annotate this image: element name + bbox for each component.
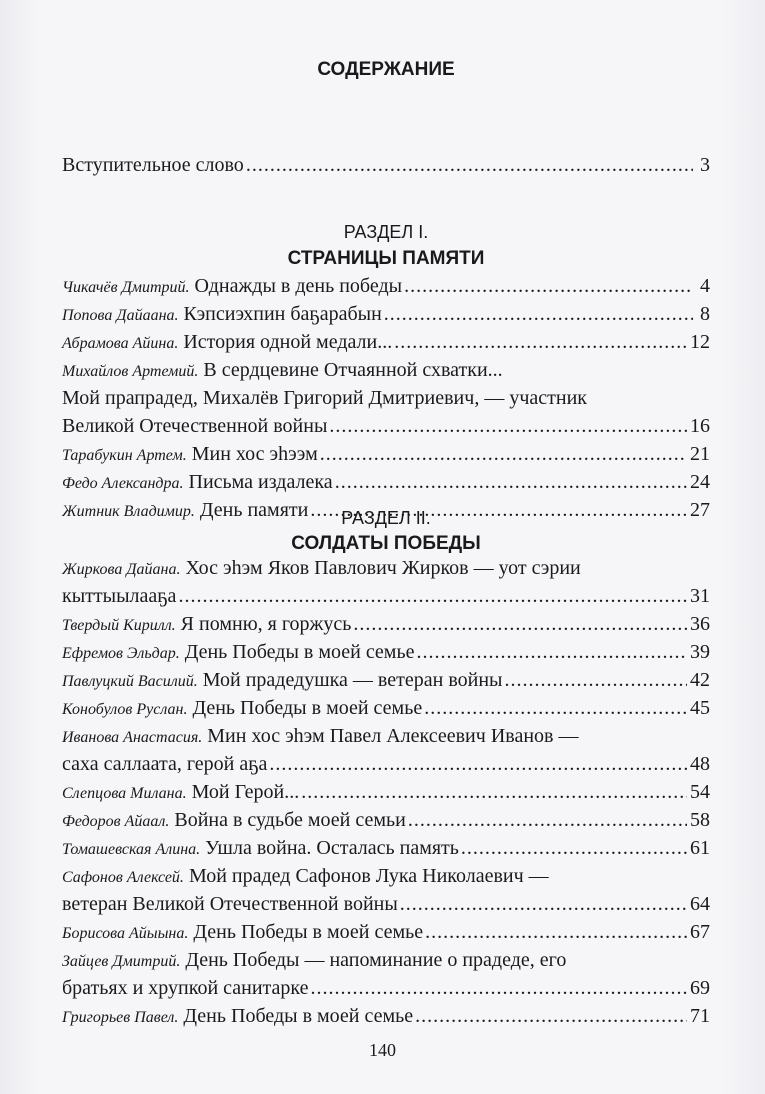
toc-entry (62, 610, 710, 638)
entry-title: День Победы в моей семье (183, 1005, 414, 1027)
toc-line (62, 151, 710, 179)
dot-leader (269, 750, 687, 778)
toc-line (62, 722, 710, 750)
toc-line (62, 300, 710, 328)
entry-title: Мой прадед Сафонов Лука Николаевич — (188, 865, 549, 887)
entry-author: Слепцова Милана. (62, 785, 187, 802)
dot-leader (335, 468, 687, 496)
dot-leader (415, 1002, 687, 1030)
entry-author: Михайлов Артемий. (62, 363, 199, 380)
toc-line (62, 384, 710, 412)
toc-line (62, 946, 710, 974)
toc-entry (62, 694, 710, 722)
entry-page: 67 (690, 921, 710, 943)
entry-title: Ушла война. Осталась память (205, 837, 459, 859)
dot-leader (246, 151, 693, 179)
toc-line (62, 412, 710, 440)
entry-page: 42 (690, 669, 710, 691)
dot-leader (424, 694, 687, 722)
entry-page: 71 (690, 1005, 710, 1027)
entry-title: Письма издалека (188, 471, 333, 493)
entry-title: В сердцевине Отчаянной схватки... (203, 359, 503, 381)
toc-line (62, 1002, 710, 1030)
toc-entry (62, 778, 710, 806)
entry-title: Хос эһэм Яков Павлович Жирков — уот сэрии (185, 557, 581, 579)
entry-page: 16 (690, 415, 710, 437)
entry-author: Конобулов Руслан. (62, 701, 188, 718)
entry-page: 24 (690, 471, 710, 493)
entry-title: Вступительное слово (62, 154, 244, 176)
dot-leader (320, 440, 687, 468)
entry-author: Чикачёв Дмитрий. (62, 279, 190, 296)
entry-title: Кэпсиэхпин баҕарабын (183, 303, 382, 325)
toc-line (62, 356, 710, 384)
toc-line (62, 272, 710, 300)
dot-leader (504, 666, 687, 694)
entry-title: Я помню, я горжусь (180, 613, 352, 635)
entry-author: Федо Александра. (62, 475, 184, 492)
toc-line (62, 582, 710, 610)
toc-entry (62, 554, 710, 610)
dot-leader (400, 890, 687, 918)
entry-title: День Победы в моей семье (193, 921, 424, 943)
entry-title: Великой Отечественной войны (62, 415, 328, 437)
dot-leader (384, 300, 693, 328)
toc-entry (62, 638, 710, 666)
entry-author: Тарабукин Артем. (62, 447, 187, 464)
toc-line (62, 834, 710, 862)
entry-author: Борисова Айыына. (62, 925, 189, 942)
dot-leader (425, 918, 687, 946)
entry-page: 27 (690, 499, 710, 521)
entry-author: Иванова Анастасия. (62, 729, 203, 746)
entry-page: 64 (690, 893, 710, 915)
dot-leader (311, 974, 687, 1002)
toc-entry (62, 440, 710, 468)
entry-title: Мин хос эһээм (191, 443, 318, 465)
entry-title: братьях и хрупкой санитарке (62, 977, 309, 999)
toc-line (62, 610, 710, 638)
toc-line (62, 666, 710, 694)
toc-line (62, 554, 710, 582)
page-number: 140 (369, 1040, 396, 1060)
dot-leader (408, 806, 687, 834)
entry-page: 4 (700, 275, 710, 297)
toc-entry (62, 946, 710, 1002)
toc-line (62, 440, 710, 468)
entry-author: Павлуцкий Василий. (62, 673, 198, 690)
entry-page: 39 (690, 641, 710, 663)
entry-author: Томашевская Алина. (62, 841, 201, 858)
entry-title: саха саллаата, герой аҕа (62, 753, 268, 775)
toc-entry-intro (62, 151, 710, 179)
entry-title: кыттыылааҕа (62, 585, 177, 607)
entry-page: 45 (690, 697, 710, 719)
entry-page: 48 (690, 753, 710, 775)
entry-title: Мой Герой... (191, 781, 300, 803)
toc-entry (62, 666, 710, 694)
entry-page: 36 (690, 613, 710, 635)
toc-entry (62, 272, 710, 300)
entry-author: Абрамова Айина. (62, 335, 179, 352)
entry-title: Война в судьбе моей семьи (174, 809, 406, 831)
entry-author: Житник Владимир. (62, 503, 195, 520)
toc-entry (62, 356, 710, 440)
dot-leader (178, 582, 687, 610)
entry-title: Однажды в день победы (194, 275, 403, 297)
entry-title: День памяти (199, 499, 309, 521)
entry-page: 54 (690, 781, 710, 803)
dot-leader (329, 412, 687, 440)
toc-entry (62, 1002, 710, 1030)
toc-entry (62, 918, 710, 946)
entry-page: 8 (700, 303, 710, 325)
dot-leader (461, 834, 687, 862)
entry-author: Попова Дайаана. (62, 307, 179, 324)
page-title: СОДЕРЖАНИЕ (317, 59, 455, 80)
toc-line (62, 778, 710, 806)
toc-line (62, 862, 710, 890)
entry-page: 3 (700, 154, 710, 176)
section-2-entries (62, 554, 710, 1030)
dot-leader (301, 778, 687, 806)
entry-page: 12 (690, 331, 710, 353)
toc-line (62, 750, 710, 778)
entry-author: Сафонов Алексей. (62, 869, 184, 886)
entry-page: 61 (690, 837, 710, 859)
toc-entry (62, 328, 710, 356)
toc-line (62, 890, 710, 918)
toc-line (62, 638, 710, 666)
entry-page: 21 (690, 443, 710, 465)
entry-author: Григорьев Павел. (62, 1009, 179, 1026)
toc-line (62, 468, 710, 496)
entry-title: День Победы в моей семье (192, 697, 423, 719)
toc-entry (62, 834, 710, 862)
toc-line (62, 974, 710, 1002)
section-1-label: РАЗДЕЛ I. (343, 222, 429, 242)
entry-title: Мой прапрадед, Михалёв Григорий Дмитриевич, — участник (62, 387, 587, 409)
entry-title: День Победы в моей семье (184, 641, 415, 663)
dot-leader (353, 610, 687, 638)
section-1-entries (62, 272, 710, 524)
toc-entry (62, 806, 710, 834)
toc-entry (62, 300, 710, 328)
dot-leader (404, 272, 693, 300)
entry-title: ветеран Великой Отечественной войны (62, 893, 398, 915)
toc-entry (62, 468, 710, 496)
toc-line (62, 328, 710, 356)
toc-line (62, 694, 710, 722)
entry-author: Жиркова Дайана. (62, 561, 181, 578)
entry-author: Федоров Айаал. (62, 813, 170, 830)
toc-entry (62, 722, 710, 778)
toc-line (62, 806, 710, 834)
entry-page: 31 (690, 585, 710, 607)
entry-page: 58 (690, 809, 710, 831)
section-2-label: РАЗДЕЛ II. (341, 508, 431, 528)
toc-entry (62, 862, 710, 918)
section-1-title: СТРАНИЦЫ ПАМЯТИ (287, 248, 485, 269)
entry-author: Твердый Кирилл. (62, 617, 176, 634)
toc-line (62, 918, 710, 946)
entry-title: Мин хос эһэм Павел Алексеевич Иванов — (207, 725, 579, 747)
section-2-title: СОЛДАТЫ ПОБЕДЫ (291, 533, 481, 554)
entry-title: День Победы — напоминание о прадеде, его (185, 949, 567, 971)
entry-page: 69 (690, 977, 710, 999)
dot-leader (394, 328, 687, 356)
entry-author: Зайцев Дмитрий. (62, 953, 181, 970)
entry-author: Ефремов Эльдар. (62, 645, 180, 662)
entry-title: Мой прадедушка — ветеран войны (202, 669, 503, 691)
entry-title: История одной медали... (183, 331, 393, 353)
dot-leader (416, 638, 687, 666)
